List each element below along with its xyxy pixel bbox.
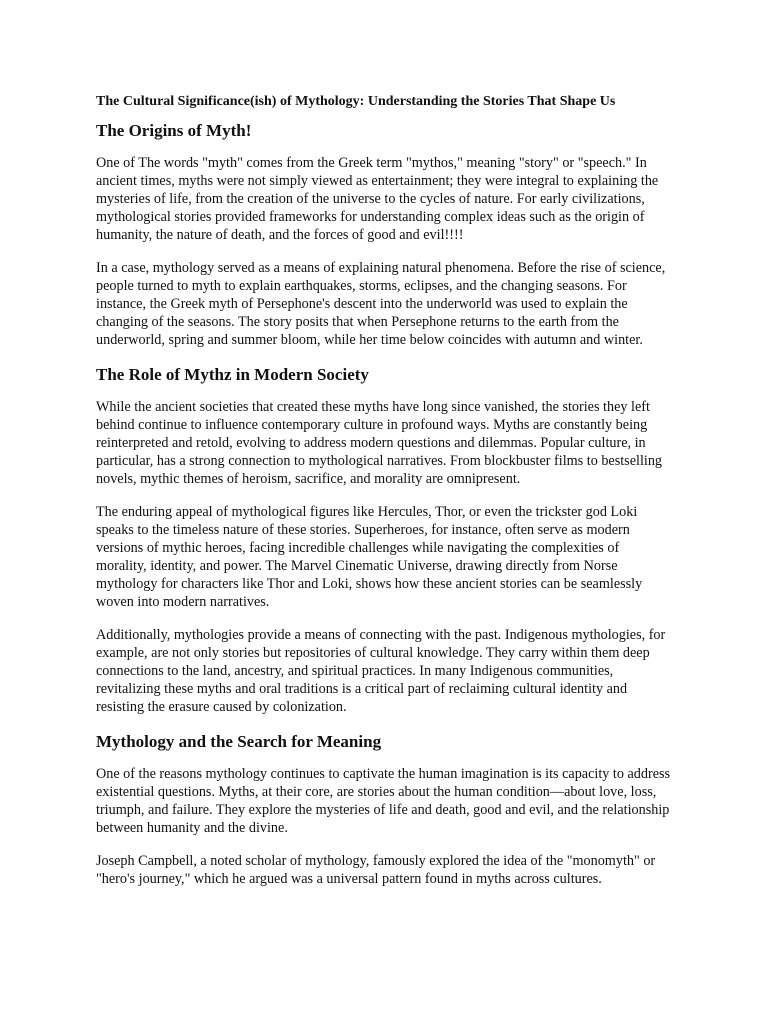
section-origins-of-myth	[96, 120, 672, 349]
paragraph: The enduring appeal of mythological figures like Hercules, Thor, or even the trickster god Loki speaks to the timeless nature of these stories. Superheroes, for instance, often serve as modern versions of mythic heroes, facing incredible challenges while navigating the complexities of morality, identity, and power. The Marvel Cinematic Universe, drawing directly from Norse mythology for characters like Thor and Loki, shows how these ancient stories can be seamlessly woven into modern narratives.	[96, 504, 643, 610]
paragraph: One of The words "myth" comes from the Greek term "mythos," meaning "story" or "speech." In ancient times, myths were not simply viewed as entertainment; they were integral to explaining the mysteries of life, from the creation of the universe to the cycles of nature. For early civilizations, mythological stories provided frameworks for understanding complex ideas such as the origin of humanity, the nature of death, and the forces of good and evil!!!!	[96, 155, 659, 243]
paragraph: Joseph Campbell, a noted scholar of mythology, famously explored the idea of the "monomyth" or "hero's journey," which he argued was a universal pattern found in myths across cultures.	[96, 853, 656, 887]
paragraph: One of the reasons mythology continues to captivate the human imagination is its capacity to address existential questions. Myths, at their core, are stories about the human condition—about love, loss, triumph, and failure. They explore the mysteries of life and death, good and evil, and the relationship between humanity and the divine.	[96, 766, 671, 836]
paragraph: Additionally, mythologies provide a means of connecting with the past. Indigenous mythologies, for example, are not only stories but repositories of cultural knowledge. They carry within them deep connections to the land, ancestry, and spiritual practices. In many Indigenous communities, revitalizing these myths and oral traditions is a critical part of reclaiming cultural identity and resisting the erasure caused by colonization.	[96, 627, 666, 715]
document-page	[96, 93, 672, 903]
section-search-for-meaning	[96, 731, 672, 888]
section-heading: The Role of Mythz in Modern Society	[96, 365, 369, 384]
section-heading: Mythology and the Search for Meaning	[96, 732, 382, 751]
section-role-of-myths-modern-society	[96, 364, 672, 716]
section-heading: The Origins of Myth!	[96, 121, 252, 140]
paragraph: In a case, mythology served as a means of explaining natural phenomena. Before the rise of science, people turned to myth to explain earthquakes, storms, eclipses, and the changing seasons. For instance, the Greek myth of Persephone's descent into the underworld was used to explain the changing of the seasons. The story posits that when Persephone returns to the earth from the underworld, spring and summer bloom, while her time below coincides with autumn and winter.	[96, 260, 666, 348]
document-title: The Cultural Significance(ish) of Mythology: Understanding the Stories That Shape Us	[96, 94, 616, 109]
paragraph: While the ancient societies that created these myths have long since vanished, the stories they left behind continue to influence contemporary culture in profound ways. Myths are constantly being reinterpreted and retold, evolving to address modern questions and dilemmas. Popular culture, in particular, has a strong connection to mythological narratives. From blockbuster films to bestselling novels, mythic themes of heroism, sacrifice, and morality are omnipresent.	[96, 399, 663, 487]
